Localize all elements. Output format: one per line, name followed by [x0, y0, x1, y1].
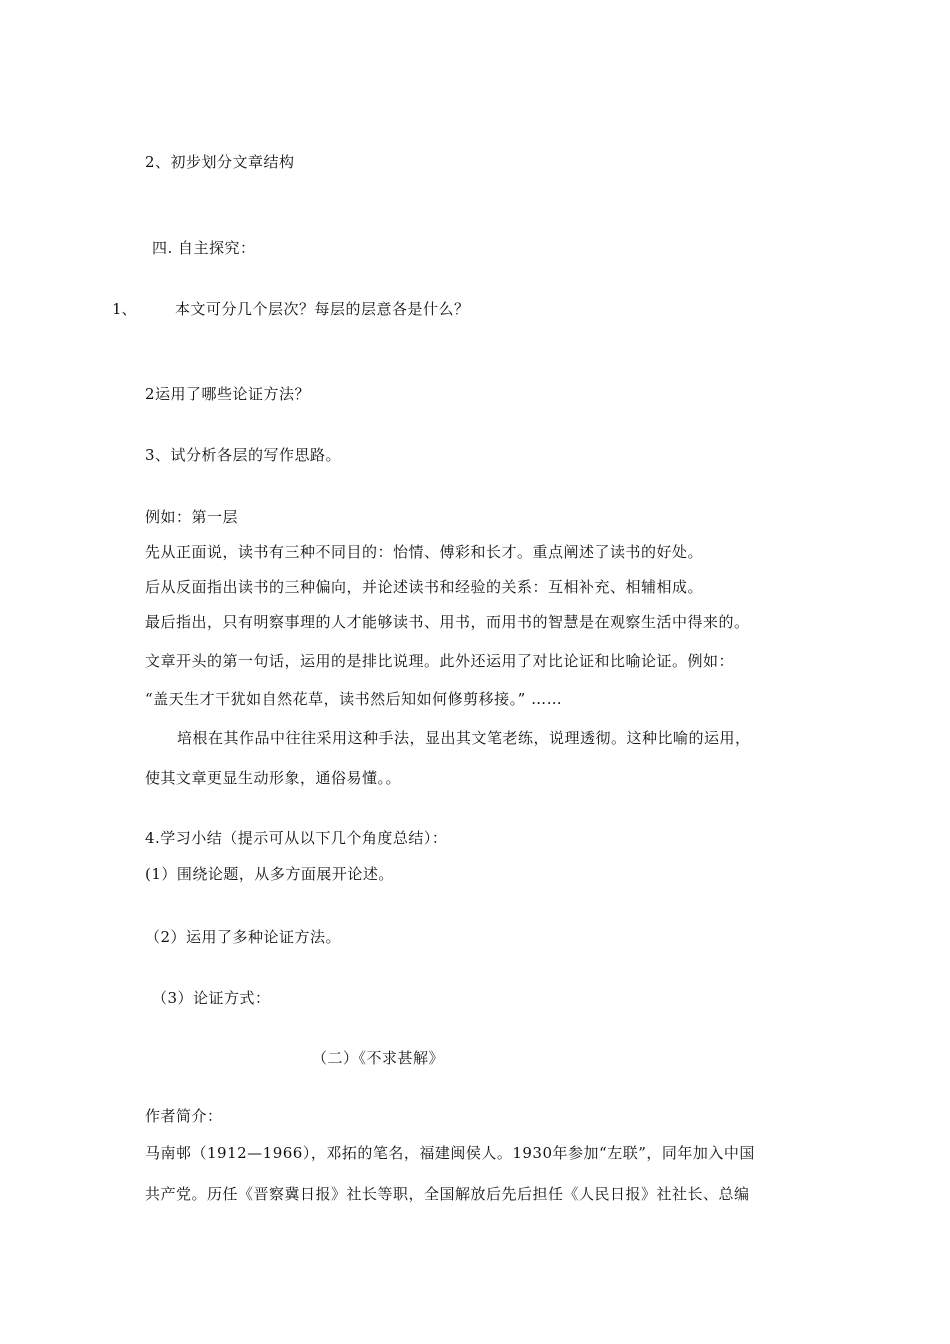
paragraph-line: 马南邨（1912—1966），邓拓的笔名，福建闽侯人。1930年参加“左联”，同年加入中国	[145, 1144, 755, 1162]
summary-heading: 4.学习小结（提示可从以下几个角度总结）：	[145, 829, 448, 847]
paragraph-line: 先从正面说，读书有三种不同目的：怡情、傅彩和长才。重点阐述了读书的好处。	[145, 543, 704, 561]
step-2-heading: 2、初步划分文章结构	[145, 153, 295, 171]
question-1-number: 1、	[112, 300, 137, 318]
section-title: （二）《不求甚解》	[312, 1049, 445, 1067]
example-label: 例如：第一层	[145, 508, 239, 526]
paragraph-line: 最后指出，只有明察事理的人才能够读书、用书，而用书的智慧是在观察生活中得来的。	[145, 613, 750, 631]
summary-item-2: （2）运用了多种论证方法。	[145, 928, 342, 946]
paragraph-line: 共产党。历任《晋察冀日报》社长等职，全国解放后先后担任《人民日报》社社长、总编	[145, 1185, 750, 1203]
author-intro-heading: 作者简介：	[145, 1107, 223, 1125]
paragraph-line: 后从反面指出读书的三种偏向，并论述读书和经验的关系：互相补充、相辅相成。	[145, 578, 704, 596]
section-4-heading: 四. 自主探究：	[152, 239, 256, 257]
quote-line: “盖天生才干犹如自然花草，读书然后知如何修剪移接。” ……	[145, 690, 563, 708]
question-3-text: 3、试分析各层的写作思路。	[145, 446, 342, 464]
paragraph-line: 培根在其作品中往往采用这种手法，显出其文笔老练，说理透彻。这种比喻的运用，	[177, 729, 751, 747]
question-1-text: 本文可分几个层次？每层的层意各是什么？	[175, 300, 470, 318]
summary-item-3: （3）论证方式：	[152, 989, 271, 1007]
question-2-text: 2运用了哪些论证方法？	[145, 385, 311, 403]
paragraph-line: 使其文章更显生动形象，通俗易懂。。	[145, 769, 402, 787]
summary-item-1: (1）围绕论题，从多方面展开论述。	[145, 865, 394, 883]
paragraph-line: 文章开头的第一句话，运用的是排比说理。此外还运用了对比论证和比喻论证。例如：	[145, 652, 735, 670]
